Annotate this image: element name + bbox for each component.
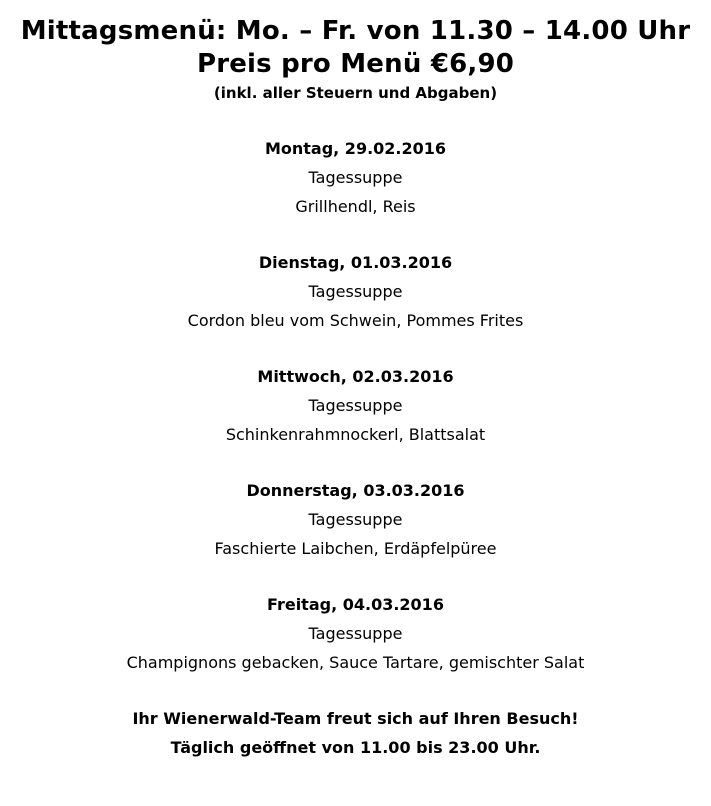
- main-dish: Champignons gebacken, Sauce Tartare, gemischter Salat: [126, 653, 585, 672]
- day-block-monday: [0, 139, 711, 226]
- footer-greeting: Ihr Wienerwald-Team freut sich auf Ihren Besuch!: [132, 709, 579, 728]
- soup-item: Tagessuppe: [308, 396, 403, 415]
- soup-item: Tagessuppe: [308, 168, 403, 187]
- day-heading: Mittwoch, 02.03.2016: [257, 367, 454, 386]
- soup-item: Tagessuppe: [308, 282, 403, 301]
- opening-hours: Täglich geöffnet von 11.00 bis 23.00 Uhr.: [170, 738, 541, 757]
- day-heading: Donnerstag, 03.03.2016: [246, 481, 465, 500]
- day-block-thursday: [0, 481, 711, 568]
- day-block-wednesday: [0, 367, 711, 454]
- day-heading: Dienstag, 01.03.2016: [258, 253, 453, 272]
- main-dish: Grillhendl, Reis: [295, 197, 416, 216]
- day-block-friday: [0, 595, 711, 682]
- day-heading: Freitag, 04.03.2016: [267, 595, 444, 614]
- soup-item: Tagessuppe: [308, 510, 403, 529]
- tax-note: (inkl. aller Steuern und Abgaben): [213, 84, 498, 102]
- soup-item: Tagessuppe: [308, 624, 403, 643]
- main-dish: Cordon bleu vom Schwein, Pommes Frites: [187, 311, 524, 330]
- main-dish: Faschierte Laibchen, Erdäpfelpüree: [214, 539, 497, 558]
- day-block-tuesday: [0, 253, 711, 340]
- menu-title: Mittagsmenü: Mo. – Fr. von 11.30 – 14.00 Uhr: [20, 16, 691, 46]
- day-heading: Montag, 29.02.2016: [264, 139, 447, 158]
- menu-price: Preis pro Menü €6,90: [196, 49, 515, 79]
- main-dish: Schinkenrahmnockerl, Blattsalat: [225, 425, 486, 444]
